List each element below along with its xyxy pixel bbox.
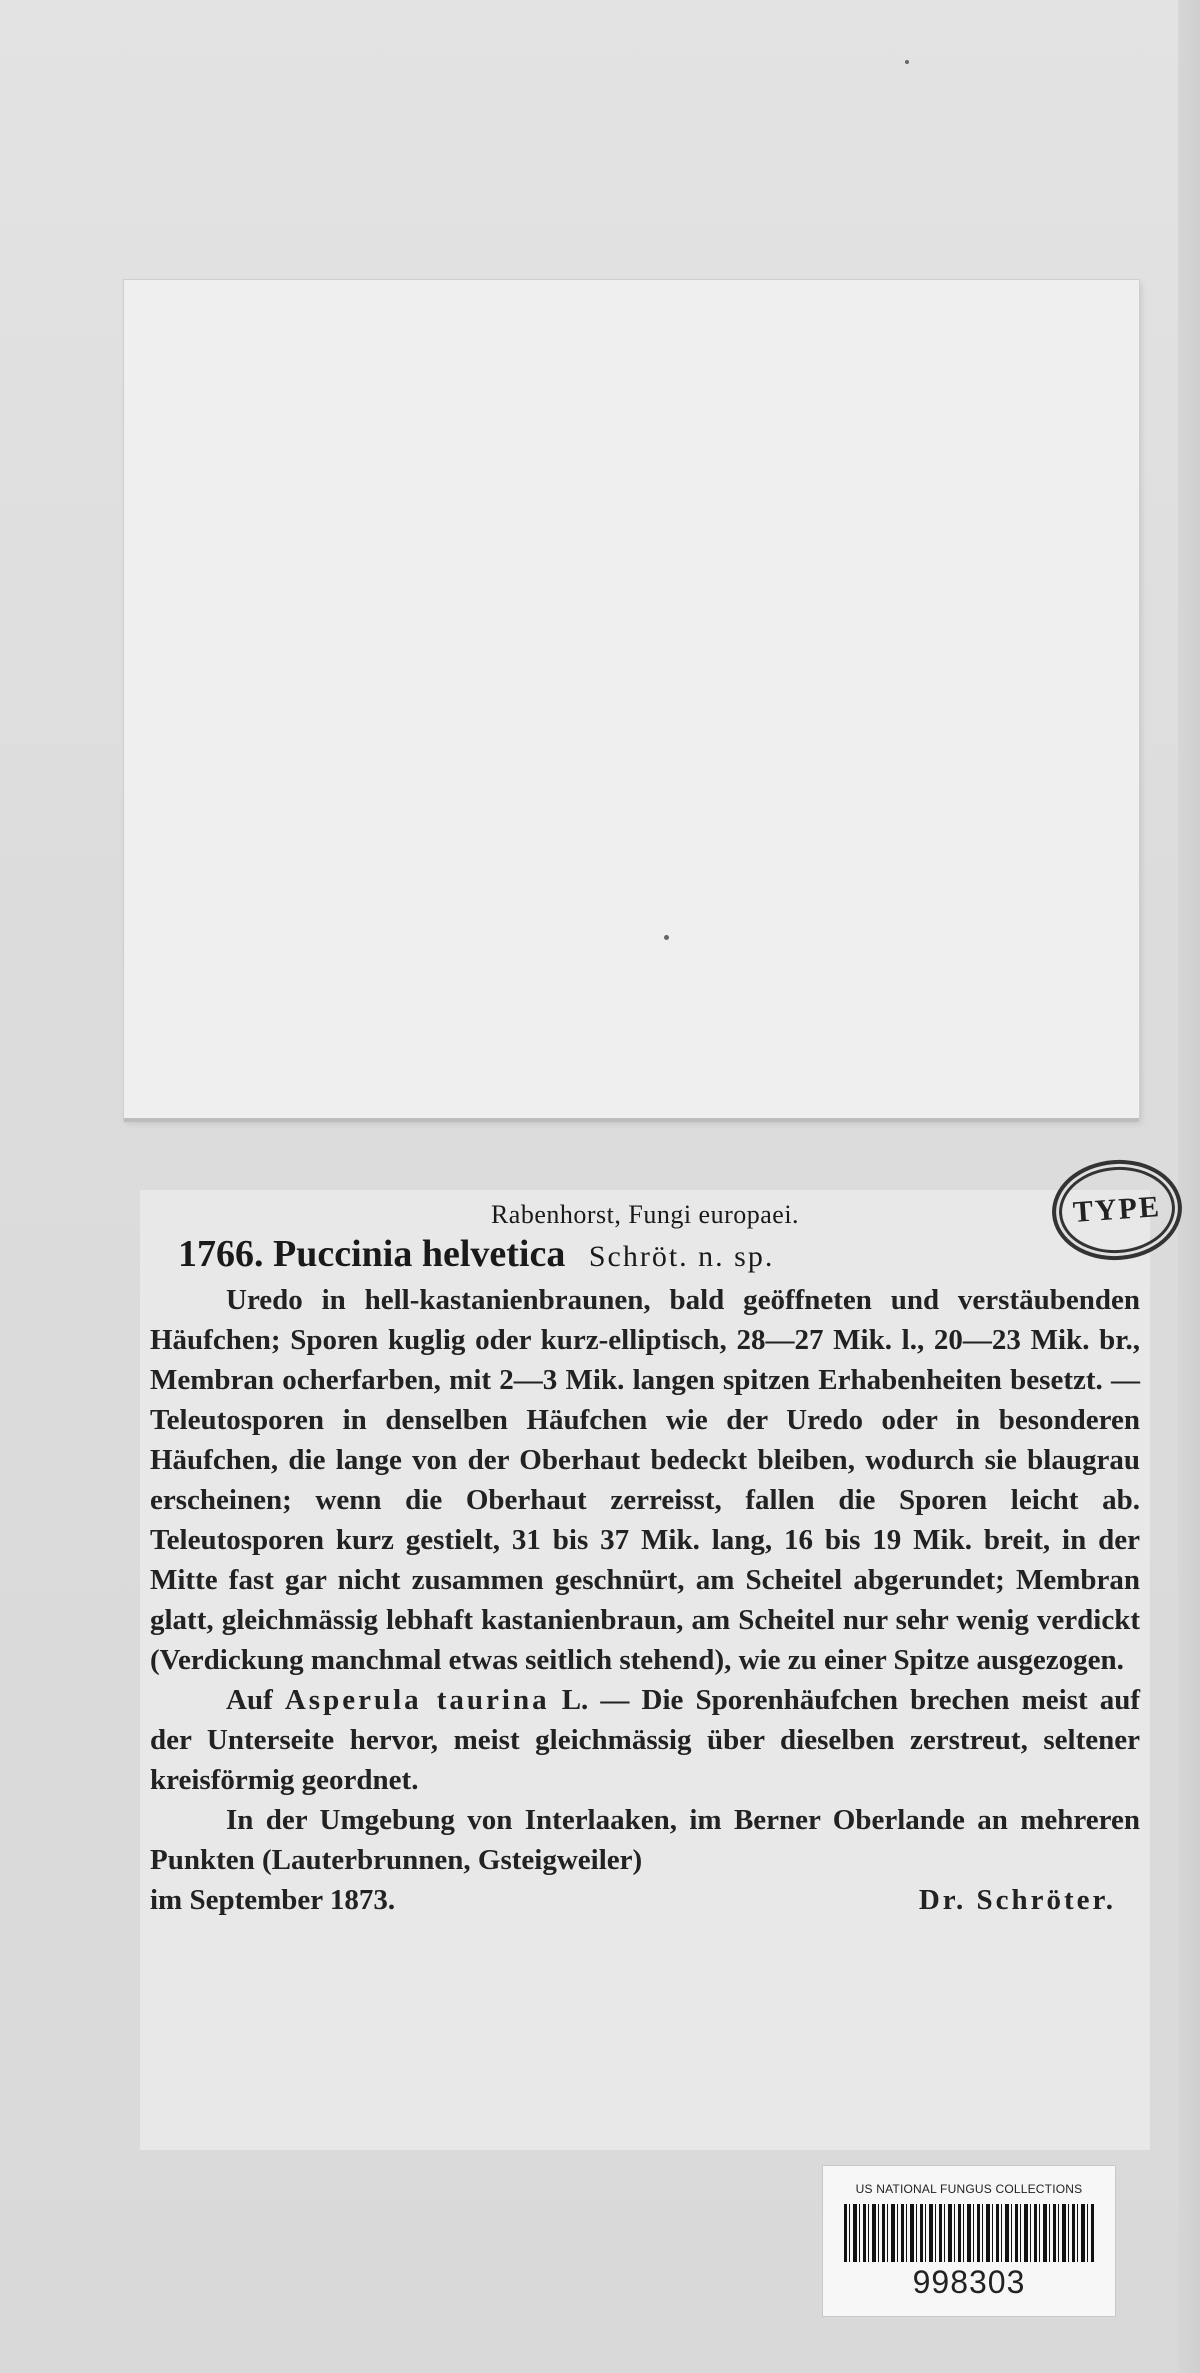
label-text-block — [150, 1200, 1140, 1920]
species-author: Schröt. n. sp. — [588, 1240, 775, 1273]
species-name: Puccinia helvetica — [273, 1233, 566, 1275]
collector-name: Dr. Schröter. — [918, 1884, 1116, 1916]
signoff-line — [150, 1880, 1140, 1920]
locality-paragraph: In der Umgebung von Interlaaken, im Berner Oberlande an mehreren Punkten (Lauterbrunnen, Gsteigweiler) — [150, 1804, 1140, 1876]
host-paragraph — [150, 1680, 1140, 1800]
packet-fold-edge — [124, 1118, 1139, 1122]
type-stamp-text: TYPE — [1071, 1189, 1163, 1230]
host-species: Asperula taurina — [284, 1684, 550, 1716]
host-prefix: Auf — [226, 1684, 273, 1716]
barcode-header: US NATIONAL FUNGUS COLLECTIONS — [855, 2182, 1083, 2196]
barcode-label — [822, 2165, 1116, 2317]
description-paragraph: Uredo in hell-kastanienbraunen, bald geöffneten und verstäubenden Häufchen; Sporen kuglig oder kurz-elliptisch, 28—27 Mik. l., 20—23 Mik. br., Membran ocherfarben, mit 2—3 Mik. langen spitzen Erhabenheiten besetzt. — Teleutosporen in denselben Häufchen wie der Uredo oder in besonderen Häufchen, die lange von der Oberhaut bedeckt bleiben, wodurch sie blaugrau erscheinen; wenn die Oberhaut zerreisst, fallen die Sporen leicht ab. Teleutosporen kurz gestielt, 31 bis 37 Mik. lang, 16 bis 19 Mik. breit, in der Mitte fast gar nicht zusammen geschnürt, am Scheitel abgerundet; Membran glatt, gleichmässig lebhaft kastanienbraun, am Scheitel nur sehr wenig verdickt (Verdickung manchmal etwas seitlich stehend), wie zu einer Spitze ausgezogen. — [150, 1284, 1140, 1676]
specimen-packet — [124, 280, 1139, 1120]
specimen-speck — [905, 60, 909, 64]
series-title: Rabenhorst, Fungi europaei. — [490, 1200, 800, 1229]
collection-date: im September 1873. — [150, 1884, 396, 1916]
species-heading — [178, 1232, 1140, 1276]
barcode-number: 998303 — [912, 2264, 1026, 2300]
sheet-edge — [1178, 0, 1200, 2373]
exsiccata-number: 1766. — [178, 1233, 264, 1275]
specimen-speck — [664, 935, 669, 940]
host-details: L. — Die Sporenhäufchen brechen meist auf der Unterseite hervor, meist gleichmässig über dieselben zerstreut, seltener kreisförmig geordnet. — [150, 1684, 1140, 1796]
barcode-icon — [844, 2204, 1094, 2262]
